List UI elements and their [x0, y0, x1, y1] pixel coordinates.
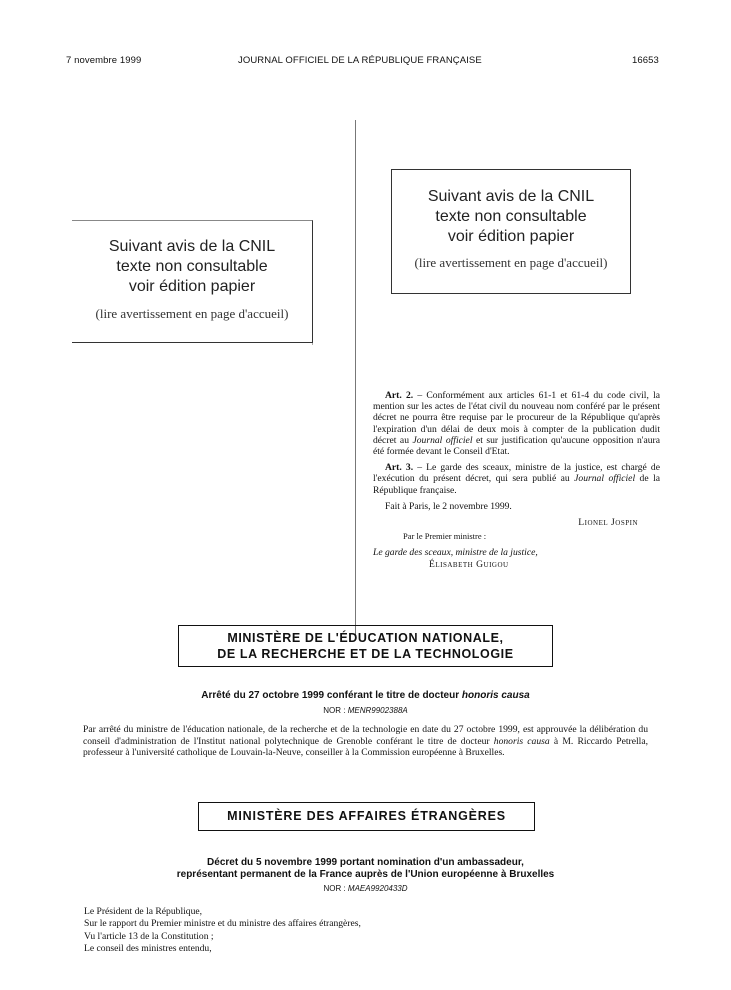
- notice-line-2: texte non consultable: [435, 208, 587, 225]
- ministry-education-heading: [178, 625, 553, 667]
- notice-line-3: voir édition papier: [447, 228, 575, 245]
- nor-code: MAEA9920433D: [347, 884, 408, 893]
- arrete-body-end: à M. Riccardo Petrella, professeur à l'université catholique de Louvain-la-Neuve, conseiller à la Commission européenne à Bruxelles.: [83, 735, 649, 758]
- cnil-notice-right: [391, 169, 631, 294]
- article-2: [373, 390, 660, 457]
- ministry-line-1: MINISTÈRE DES AFFAIRES ÉTRANGÈRES: [227, 809, 506, 823]
- ministry-line-2: DE LA RECHERCHE ET DE LA TECHNOLOGIE: [217, 647, 514, 661]
- by-prime-minister: Par le Premier ministre :: [403, 531, 487, 542]
- nor-label: NOR :: [323, 884, 348, 893]
- decree2-line-3: Vu l'article 13 de la Constitution ;: [84, 930, 214, 942]
- arrete-nor: [0, 706, 731, 715]
- article-3: [373, 462, 660, 496]
- arrete-body-italic: honoris causa: [493, 735, 550, 747]
- decree2-title-line-2: représentant permanent de la France auprès de l'Union européenne à Bruxelles: [176, 869, 555, 880]
- nor-code: MENR9902388A: [347, 706, 408, 715]
- arrete-body: [83, 724, 648, 759]
- decree2-line-1: Le Président de la République,: [84, 906, 203, 917]
- ministry-foreign-heading: [198, 802, 535, 831]
- arrete-body-start: Par arrêté du ministre de l'éducation nationale, de la recherche et de la technologie en date du 27 octobre 1999, est approuvée la délibération du conseil d'administration de l'Institut national polytechnique de Grenoble conférant le titre de docteur: [83, 724, 648, 747]
- notice-line-1: Suivant avis de la CNIL: [108, 238, 276, 255]
- notice-line-2: texte non consultable: [116, 258, 268, 275]
- minister-title: Le garde des sceaux, ministre de la justice,: [373, 547, 538, 559]
- article-3-text: – Le garde des sceaux, ministre de la justice, est chargé de l'exécution du présent décret, qui sera publié au: [373, 462, 660, 485]
- decree2-title-line-1: Décret du 5 novembre 1999 portant nomination d'un ambassadeur,: [207, 857, 524, 868]
- header-journal-title: JOURNAL OFFICIEL DE LA RÉPUBLIQUE FRANÇAISE: [238, 55, 482, 66]
- article-3-italic: Journal officiel: [574, 473, 636, 485]
- ministry-line-1: MINISTÈRE DE L'ÉDUCATION NATIONALE,: [227, 631, 504, 645]
- notice-line-3: voir édition papier: [128, 278, 256, 295]
- decree2-body: [84, 906, 644, 955]
- notice-line-4: (lire avertissement en page d'accueil): [95, 306, 289, 321]
- nor-label: NOR :: [323, 706, 348, 715]
- article-3-end: de la République française.: [373, 473, 660, 496]
- arrete-title: [0, 690, 731, 701]
- decree-articles: [373, 390, 660, 570]
- column-rule: [355, 120, 356, 640]
- header-page-number: 16653: [632, 55, 659, 66]
- done-at-paris: Fait à Paris, le 2 novembre 1999.: [385, 500, 512, 512]
- decree2-nor: [0, 884, 731, 893]
- minister-name: Élisabeth Guigou: [429, 558, 509, 570]
- signatory-pm: Lionel Jospin: [578, 517, 638, 529]
- arrete-title-italic: honoris causa: [461, 690, 530, 701]
- article-2-label: Art. 2.: [385, 390, 414, 401]
- article-2-end: et sur justification qu'aucune opposition n'aura été formée devant le Conseil d'Etat.: [373, 434, 660, 458]
- article-3-label: Art. 3.: [385, 462, 414, 474]
- article-2-text: – Conformément aux articles 61-1 et 61-4 du code civil, la mention sur les actes de l'état civil du nouveau nom conféré par le présent décret ne pourra être requise par le procureur de la République qu'après l'expiration d'un délai de deux mois à compter de la publication dudit décret au: [373, 390, 660, 446]
- arrete-title-text: Arrêté du 27 octobre 1999 conférant le titre de docteur: [201, 690, 462, 701]
- header-date: 7 novembre 1999: [66, 55, 142, 66]
- cnil-notice-left: [72, 220, 313, 343]
- decree2-line-4: Le conseil des ministres entendu,: [84, 942, 212, 954]
- decree2-line-2: Sur le rapport du Premier ministre et du ministre des affaires étrangères,: [84, 918, 361, 930]
- notice-line-4: (lire avertissement en page d'accueil): [414, 255, 608, 270]
- notice-line-1: Suivant avis de la CNIL: [427, 188, 595, 205]
- article-2-italic: Journal officiel: [412, 434, 473, 446]
- decree2-title: [0, 857, 731, 881]
